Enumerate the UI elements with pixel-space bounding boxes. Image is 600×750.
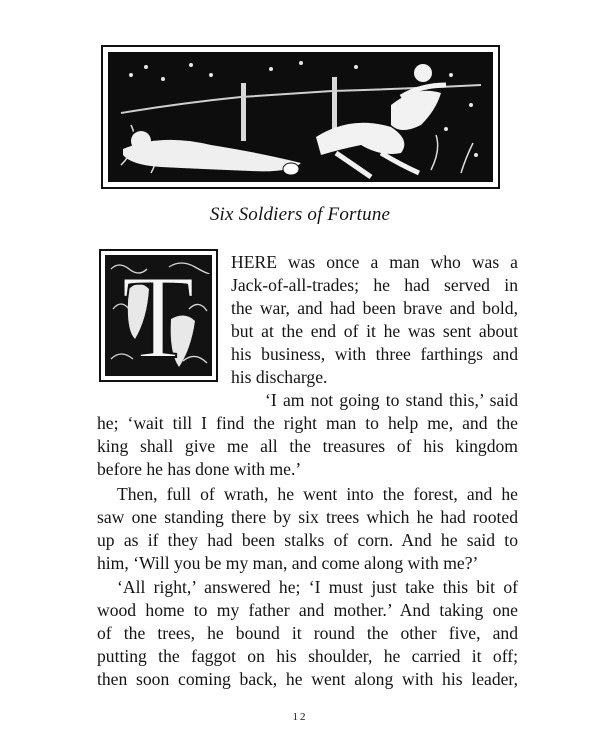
header-illustration [101,45,500,189]
text-line: him, ‘Will you be my man, and come along with me?’ [97,553,479,573]
text-line: but at the end of it he was sent about [231,321,518,341]
text-line: he; ‘wait till I find the right man to help me, and the [97,413,518,433]
text-line: Jack-of-all-trades; he had served in [231,275,518,295]
text-line: wood home to my father and mother.’ And taking one [97,600,518,620]
forest-scene-illustration [101,45,500,189]
text-line: the war, and had been brave and bold, [231,298,518,318]
text-line: Then, full of wrath, he went into the forest, and he [117,484,518,504]
dropcap-illustration [99,249,218,382]
text-line: saw one standing there by six trees which he had rooted [97,507,518,527]
text-line: HERE was once a man who was a [231,252,518,272]
text-line: putting the faggot on his shoulder, he carried it off; [97,646,518,666]
text-line: king shall give me all the treasures of his kingdom [97,436,518,456]
page-number: 12 [292,711,308,723]
text-line: up as if they had been stalks of corn. And he said to [97,530,518,550]
text-line: ‘All right,’ answered he; ‘I must just take this bit of [117,577,518,597]
text-line: his business, with three farthings and [231,344,518,364]
text-line: before he has done with me.’ [97,459,302,479]
text-line: of the trees, he bound it round the other five, and [97,623,518,643]
dropcap-letter: T [121,250,195,382]
story-title: Six Soldiers of Fortune [209,204,391,225]
text-line: ‘I am not going to stand this,’ said [265,390,518,410]
text-line: his discharge. [231,367,328,387]
text-line: then soon coming back, he went along with his leader, [97,669,518,689]
